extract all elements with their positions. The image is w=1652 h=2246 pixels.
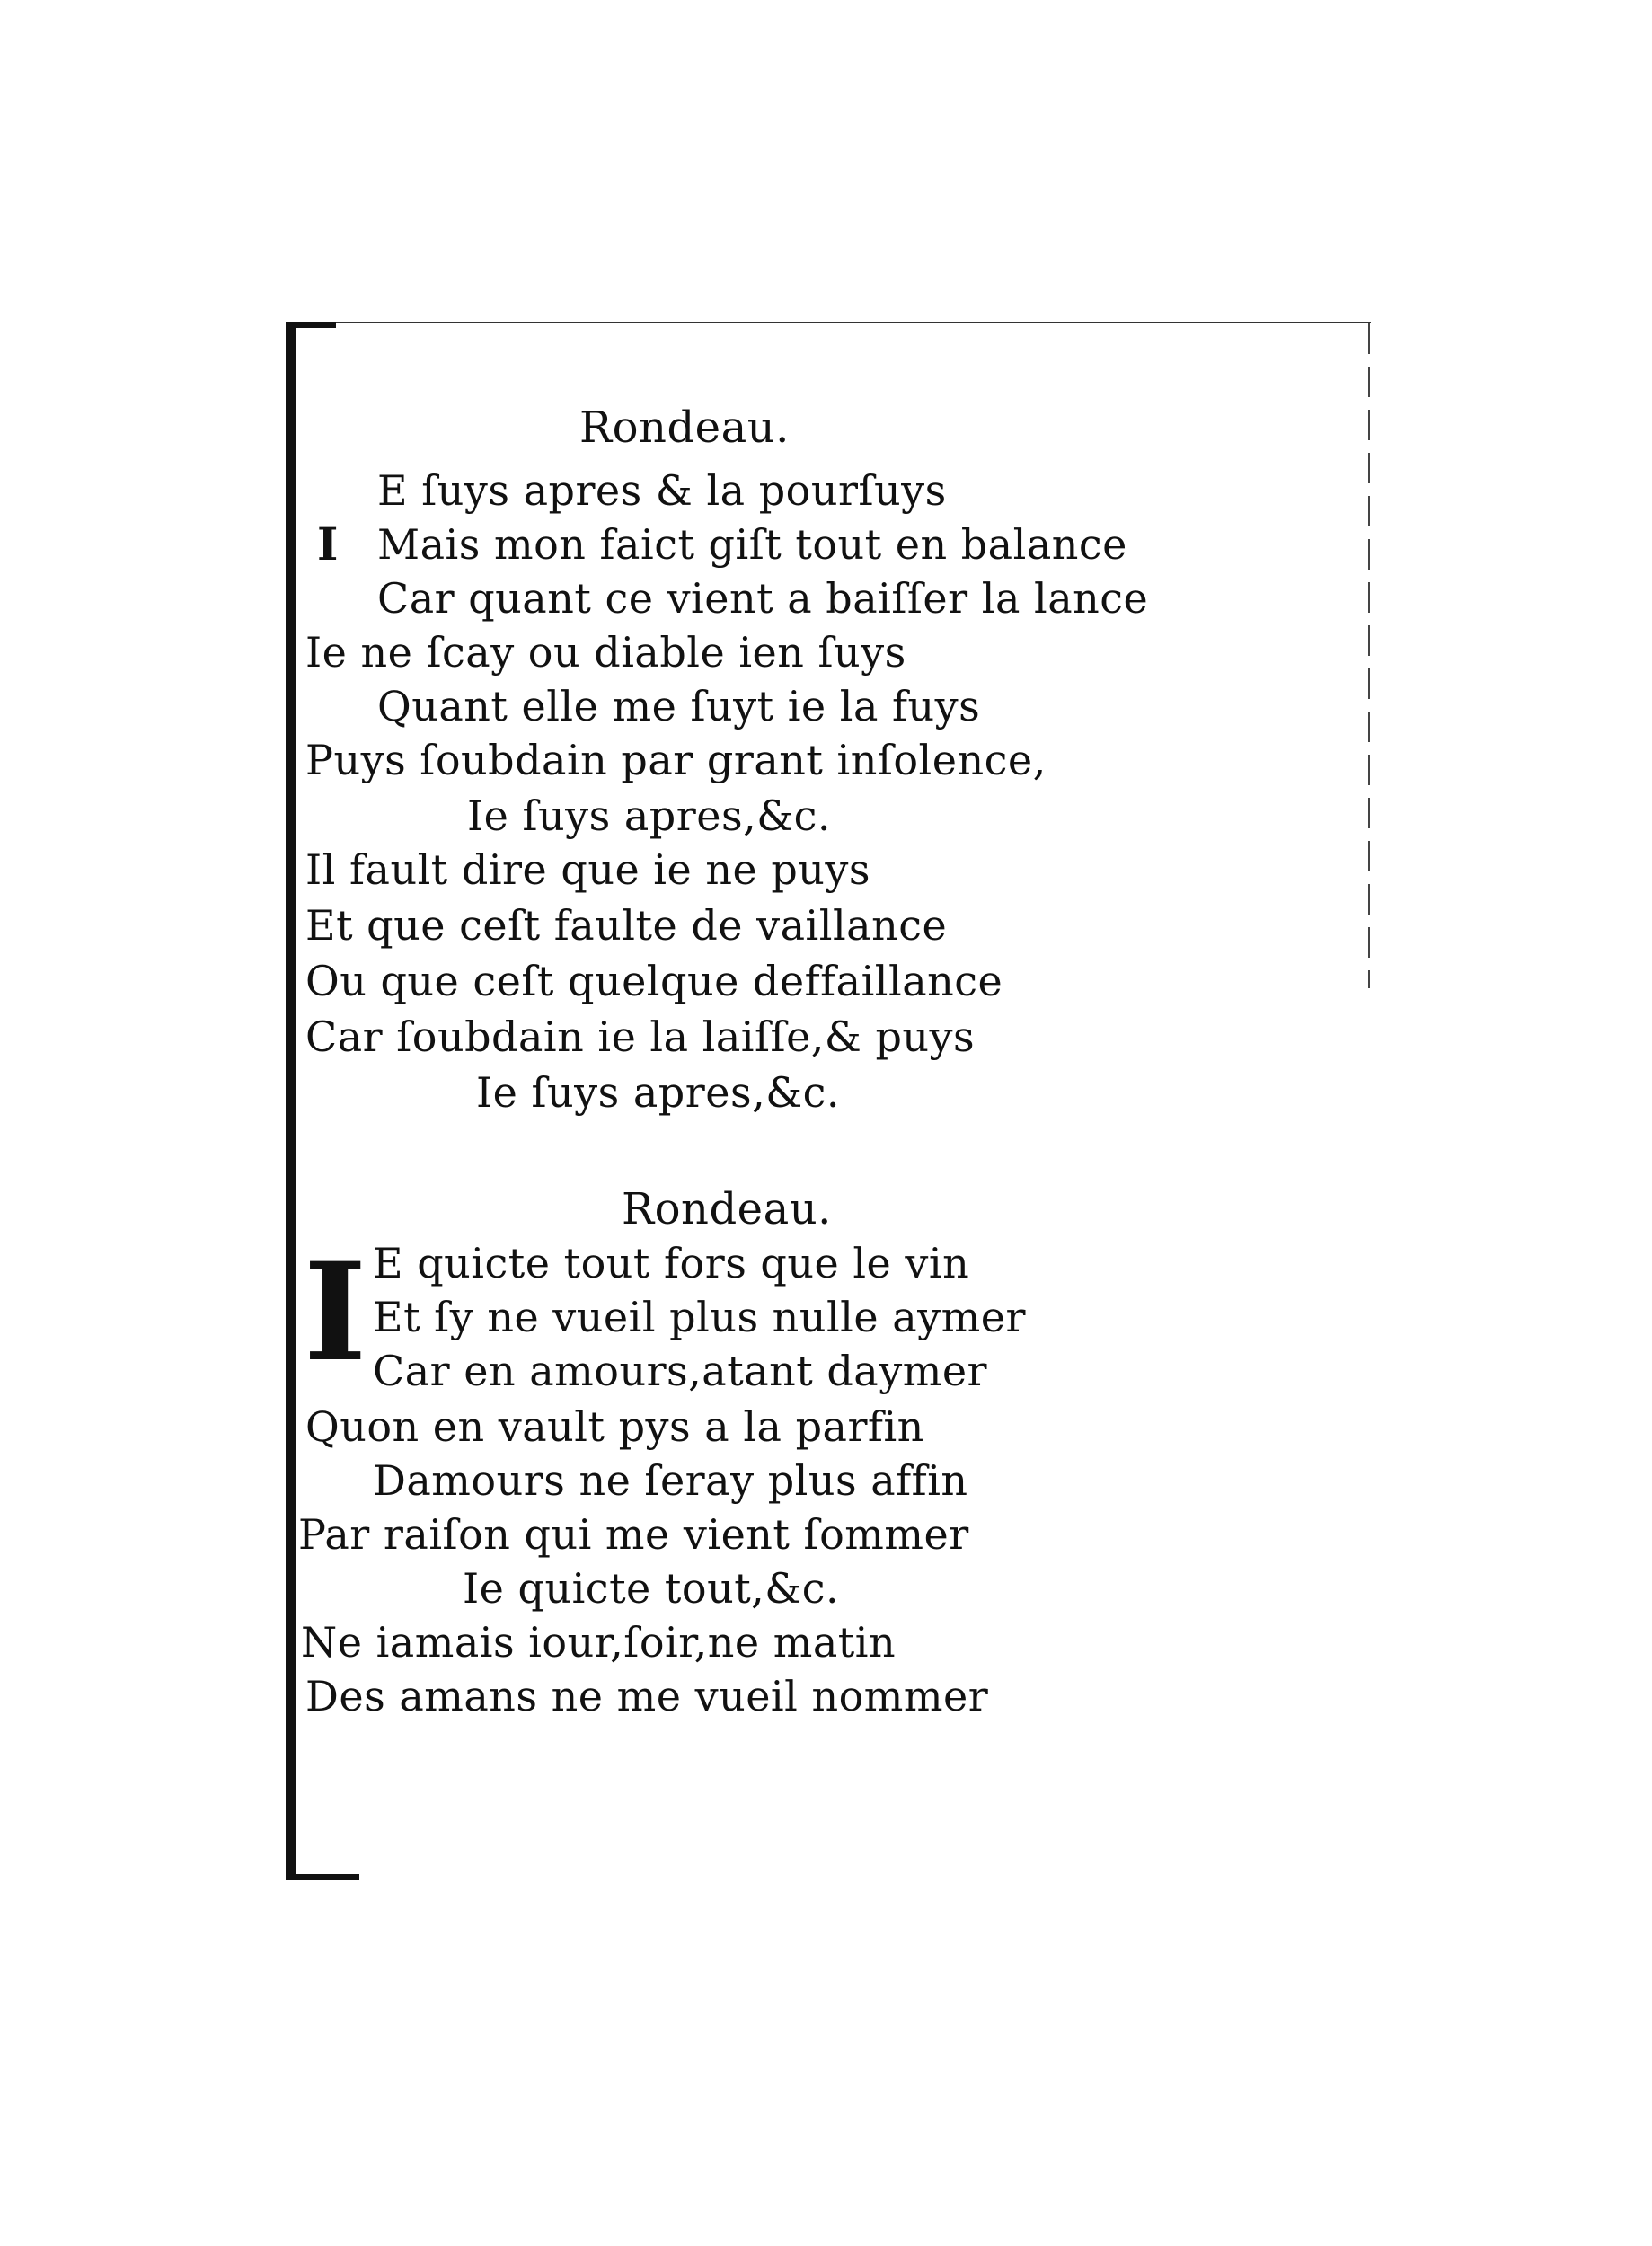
poem-1-line-6: Puys ſoubdain par grant inſolence, <box>305 736 1047 784</box>
poem-1-line-1: E ſuys apres & la pourſuys <box>377 466 947 515</box>
page-frame-left-border <box>286 322 296 1880</box>
page-frame-top-line <box>336 322 1371 323</box>
poem-1-line-5: Quant elle me ſuyt ie la fuys <box>377 682 981 730</box>
page-frame-right-border <box>1368 323 1370 988</box>
poem-1-line-7: Il fault dire que ie ne puys <box>305 845 871 894</box>
poem-2-refrain-1: Ie quicte tout,&c. <box>463 1564 840 1613</box>
poem-2-line-2: Et ſy ne vueil plus nulle aymer <box>373 1293 1026 1341</box>
poem-1-drop-cap: I <box>317 517 339 570</box>
poem-2-drop-cap: I <box>304 1234 367 1392</box>
poem-2-title: Rondeau. <box>622 1184 832 1234</box>
poem-2-line-4: Quon en vault pys a la parfin <box>305 1402 924 1451</box>
poem-2-line-1: E quicte tout fors que le vin <box>373 1239 970 1287</box>
poem-2-line-6: Par raiſon qui me vient ſommer <box>298 1510 969 1559</box>
poem-1-line-9: Ou que ceſt quelque deffaillance <box>305 957 1003 1005</box>
poem-2-line-8: Des amans ne me vueil nommer <box>305 1672 989 1720</box>
page-frame-top-tick <box>286 322 336 328</box>
poem-2-line-5: Damours ne ſeray plus affin <box>373 1456 968 1505</box>
poem-1-refrain-2: Ie ſuys apres,&c. <box>476 1068 841 1117</box>
poem-1-line-3: Car quant ce vient a baiſſer la lance <box>377 574 1149 623</box>
poem-1-line-2: Mais mon faict giſt tout en balance <box>377 520 1127 569</box>
poem-1-title: Rondeau. <box>579 402 790 453</box>
poem-1-line-4: Ie ne ſcay ou diable ien ſuys <box>305 628 906 676</box>
poem-2-line-3: Car en amours,atant daymer <box>373 1347 988 1395</box>
poem-1-line-8: Et que ceſt faulte de vaillance <box>305 901 948 950</box>
poem-1-refrain-1: Ie ſuys apres,&c. <box>467 791 832 840</box>
poem-2-line-7: Ne iamais iour,ſoir,ne matin <box>301 1618 897 1667</box>
page-frame-bottom-tick <box>286 1874 359 1880</box>
poem-1-line-10: Car ſoubdain ie la laiſſe,& puys <box>305 1012 976 1061</box>
